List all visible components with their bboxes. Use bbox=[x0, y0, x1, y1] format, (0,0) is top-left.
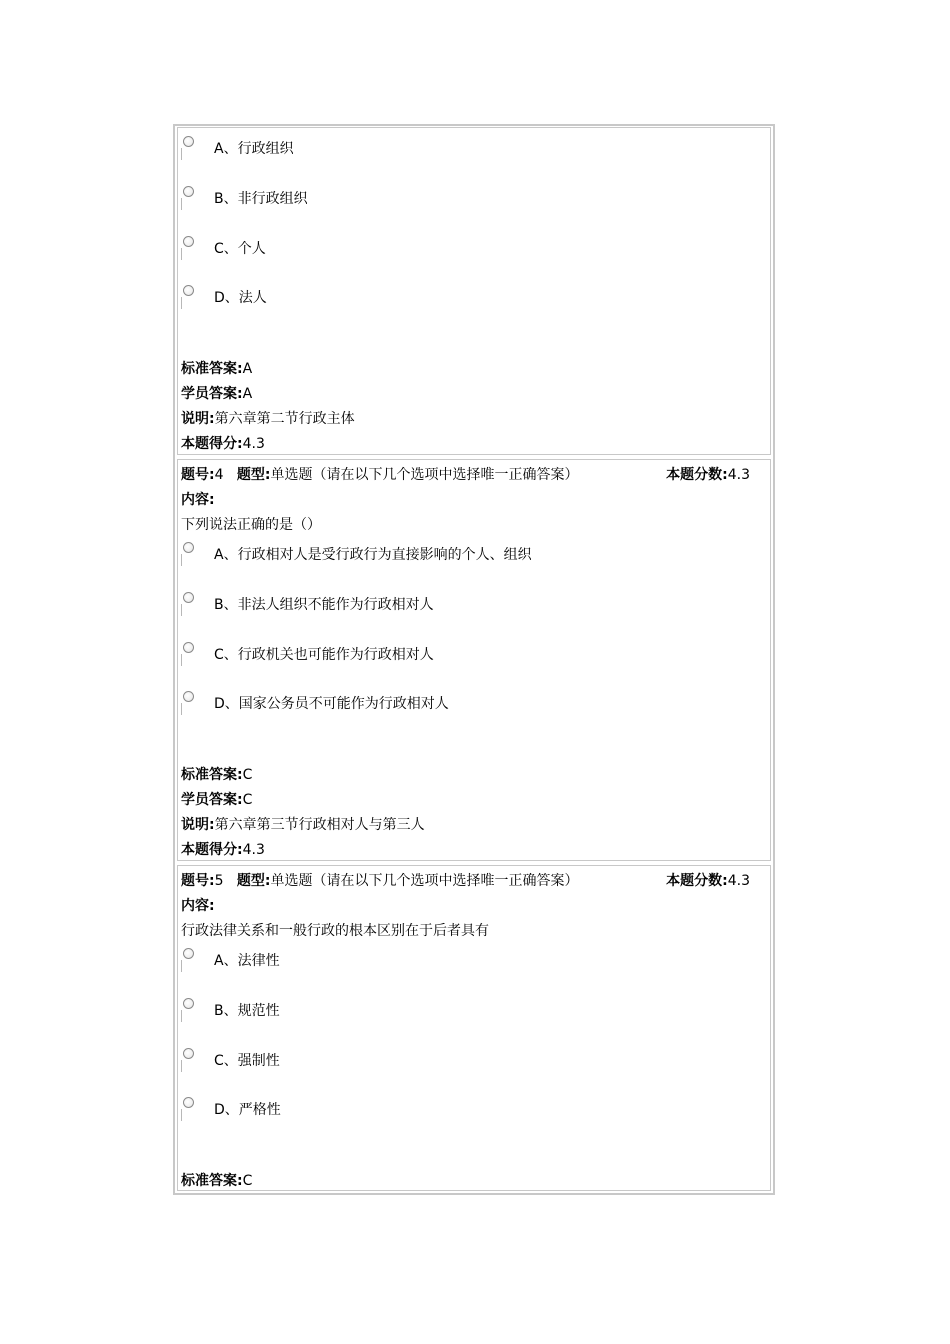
radio-button[interactable] bbox=[183, 285, 194, 296]
q3-option-a[interactable] bbox=[181, 136, 601, 158]
question-number: 4 bbox=[214, 467, 224, 483]
student-answer-label: 学员答案: bbox=[181, 792, 243, 808]
q3-option-c[interactable] bbox=[181, 236, 601, 258]
standard-answer bbox=[181, 360, 252, 378]
standard-answer-value: C bbox=[242, 1173, 253, 1189]
content-label: 内容: bbox=[181, 492, 215, 508]
standard-answer-label: 标准答案: bbox=[181, 767, 243, 783]
option-label: C、行政机关也可能作为行政相对人 bbox=[214, 647, 434, 663]
question-score-value: 4.3 bbox=[727, 873, 750, 889]
score-got bbox=[181, 435, 265, 453]
student-answer-label: 学员答案: bbox=[181, 386, 243, 402]
student-answer bbox=[181, 791, 252, 809]
score-got-label: 本题得分: bbox=[181, 436, 243, 452]
question-type: 单选题（请在以下几个选项中选择唯一正确答案） bbox=[270, 873, 579, 889]
student-answer-value: A bbox=[242, 386, 253, 402]
option-label: B、规范性 bbox=[214, 1003, 280, 1019]
explanation bbox=[181, 410, 355, 428]
question-number-label: 题号: bbox=[181, 467, 215, 483]
exam-sheet bbox=[173, 124, 775, 1195]
option-label: D、严格性 bbox=[214, 1102, 281, 1118]
standard-answer-label: 标准答案: bbox=[181, 361, 243, 377]
standard-answer-value: A bbox=[242, 361, 253, 377]
score-got-value: 4.3 bbox=[242, 842, 265, 858]
option-label: B、非法人组织不能作为行政相对人 bbox=[214, 597, 434, 613]
question-text: 行政法律关系和一般行政的根本区别在于后者具有 bbox=[181, 923, 489, 939]
option-label: A、行政相对人是受行政行为直接影响的个人、组织 bbox=[214, 547, 532, 563]
radio-button[interactable] bbox=[183, 691, 194, 702]
question-score-value: 4.3 bbox=[727, 467, 750, 483]
question-score-label: 本题分数: bbox=[666, 873, 728, 889]
radio-button[interactable] bbox=[183, 1048, 194, 1059]
score-got bbox=[181, 841, 265, 859]
question-3-block bbox=[177, 127, 771, 455]
radio-button[interactable] bbox=[183, 1097, 194, 1108]
question-score-label: 本题分数: bbox=[666, 467, 728, 483]
explanation-value: 第六章第三节行政相对人与第三人 bbox=[214, 817, 425, 833]
question-type: 单选题（请在以下几个选项中选择唯一正确答案） bbox=[270, 467, 579, 483]
explanation-label: 说明: bbox=[181, 411, 215, 427]
standard-answer bbox=[181, 1172, 252, 1190]
standard-answer-value: C bbox=[242, 767, 253, 783]
option-label: D、国家公务员不可能作为行政相对人 bbox=[214, 696, 449, 712]
q5-option-a[interactable] bbox=[181, 948, 601, 970]
q5-option-c[interactable] bbox=[181, 1048, 601, 1070]
q5-option-d[interactable] bbox=[181, 1097, 601, 1119]
q5-option-b[interactable] bbox=[181, 998, 601, 1020]
explanation bbox=[181, 816, 425, 834]
radio-button[interactable] bbox=[183, 642, 194, 653]
option-label: C、强制性 bbox=[214, 1053, 280, 1069]
radio-button[interactable] bbox=[183, 948, 194, 959]
radio-button[interactable] bbox=[183, 998, 194, 1009]
option-label: B、非行政组织 bbox=[214, 191, 308, 207]
radio-button[interactable] bbox=[183, 542, 194, 553]
question-text: 下列说法正确的是（） bbox=[181, 517, 321, 533]
q3-option-d[interactable] bbox=[181, 285, 601, 307]
explanation-label: 说明: bbox=[181, 817, 215, 833]
question-type-label: 题型: bbox=[236, 467, 271, 483]
radio-button[interactable] bbox=[183, 592, 194, 603]
q4-option-b[interactable] bbox=[181, 592, 601, 614]
option-label: C、个人 bbox=[214, 241, 266, 257]
student-answer-value: C bbox=[242, 792, 253, 808]
explanation-value: 第六章第二节行政主体 bbox=[214, 411, 355, 427]
radio-button[interactable] bbox=[183, 186, 194, 197]
q4-option-c[interactable] bbox=[181, 642, 601, 664]
q4-option-a[interactable] bbox=[181, 542, 601, 564]
question-header bbox=[181, 466, 579, 484]
option-label: D、法人 bbox=[214, 290, 267, 306]
q3-option-b[interactable] bbox=[181, 186, 601, 208]
radio-button[interactable] bbox=[183, 236, 194, 247]
standard-answer-label: 标准答案: bbox=[181, 1173, 243, 1189]
option-label: A、法律性 bbox=[214, 953, 280, 969]
standard-answer bbox=[181, 766, 252, 784]
question-header bbox=[181, 872, 579, 890]
content-label: 内容: bbox=[181, 898, 215, 914]
question-type-label: 题型: bbox=[236, 873, 271, 889]
option-label: A、行政组织 bbox=[214, 141, 294, 157]
question-4-block bbox=[177, 459, 771, 861]
score-got-value: 4.3 bbox=[242, 436, 265, 452]
question-number: 5 bbox=[214, 873, 224, 889]
question-5-block bbox=[177, 865, 771, 1191]
radio-button[interactable] bbox=[183, 136, 194, 147]
score-got-label: 本题得分: bbox=[181, 842, 243, 858]
question-number-label: 题号: bbox=[181, 873, 215, 889]
question-score bbox=[666, 466, 750, 484]
q4-option-d[interactable] bbox=[181, 691, 601, 713]
student-answer bbox=[181, 385, 252, 403]
question-score bbox=[666, 872, 750, 890]
